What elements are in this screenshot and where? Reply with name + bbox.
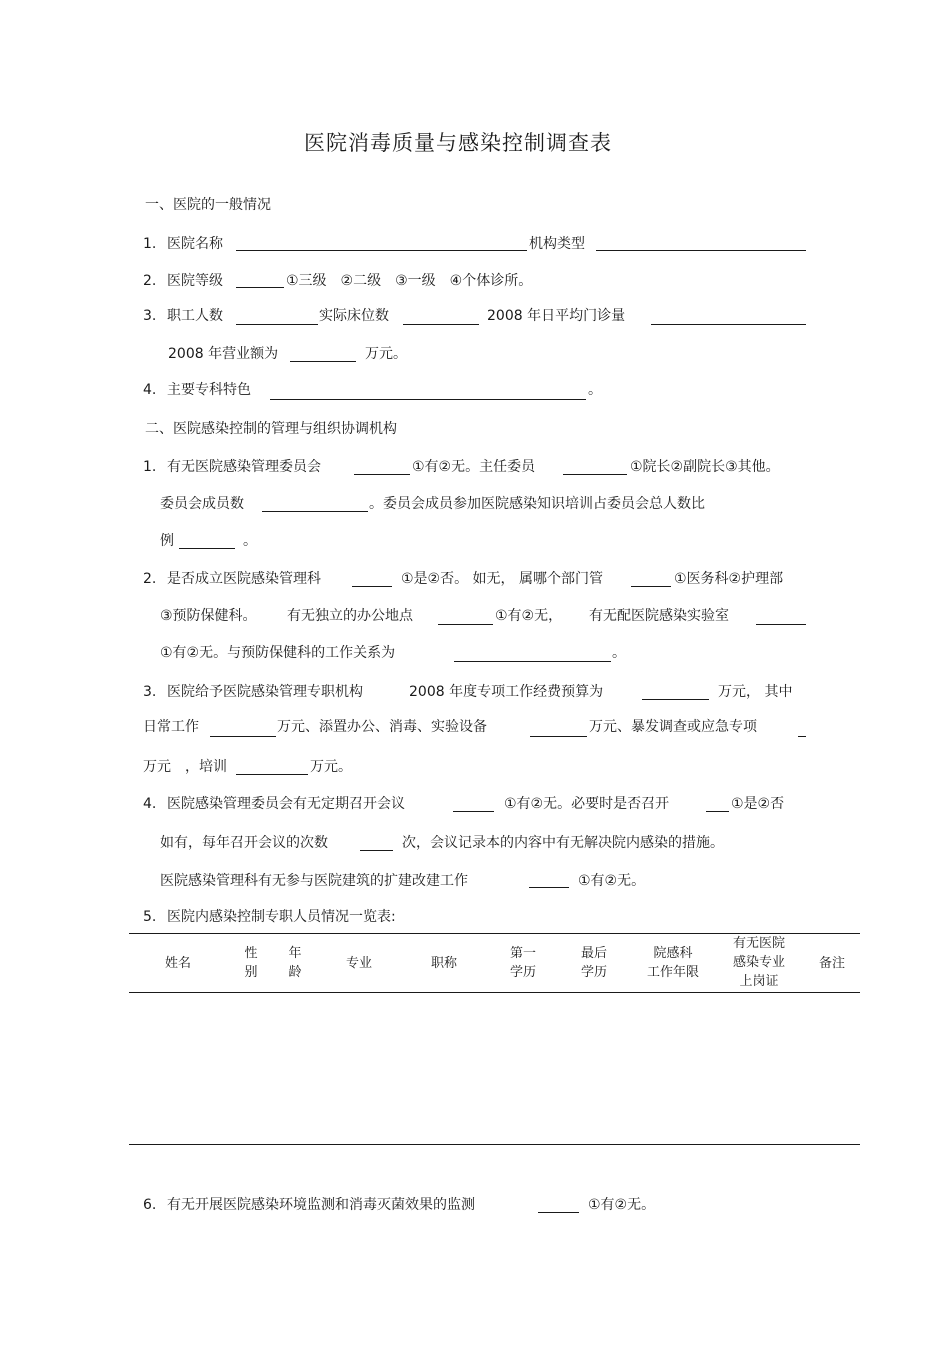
meeting-count-field[interactable] xyxy=(360,850,393,851)
chair-field[interactable] xyxy=(563,474,627,475)
specialty-label: 主要专科特色 xyxy=(167,382,251,398)
specialty-field[interactable] xyxy=(270,399,586,400)
committee-options: ①有②无。主任委员 xyxy=(412,459,536,475)
training-unit: 万元。 xyxy=(310,759,352,775)
members-label: 委员会成员数 xyxy=(160,496,244,512)
q-number: 2. xyxy=(143,273,157,289)
hospital-name-field[interactable] xyxy=(236,250,527,251)
minutes-text: 次，会议记录本的内容中有无解决院内感染的措施。 xyxy=(402,835,724,851)
q-number: 1. xyxy=(143,459,157,475)
staff-count-label: 职工人数 xyxy=(167,308,223,324)
construction-options: ①有②无。 xyxy=(578,873,646,889)
col-major: 专业 xyxy=(345,956,372,971)
col-title: 职称 xyxy=(430,956,457,971)
page-title: 医院消毒质量与感染控制调查表 xyxy=(304,131,612,155)
budget-field[interactable] xyxy=(642,699,709,700)
adhoc-field[interactable] xyxy=(706,811,729,812)
ratio-field[interactable] xyxy=(179,548,235,549)
table-header-rule xyxy=(129,992,860,993)
q-number: 4. xyxy=(143,382,157,398)
meeting-count-label: 如有，每年召开会议的次数 xyxy=(160,835,328,851)
dept-options: ①是②否。 如无， 属哪个部门管 xyxy=(401,571,604,587)
committee-field[interactable] xyxy=(354,474,410,475)
parent-dept-field[interactable] xyxy=(631,586,671,587)
staff-count-field[interactable] xyxy=(236,324,318,325)
q-number: 5. xyxy=(143,909,157,925)
bed-count-field[interactable] xyxy=(403,324,479,325)
construction-label: 医院感染管理科有无参与医院建筑的扩建改建工作 xyxy=(160,873,468,889)
q-number: 2. xyxy=(143,571,157,587)
q-number: 6. xyxy=(143,1197,157,1213)
dept-label: 是否成立医院感染管理科 xyxy=(167,571,321,587)
hospital-grade-label: 医院等级 xyxy=(167,273,223,289)
daily-field[interactable] xyxy=(210,736,276,737)
col-last-degree: 最后 学历 xyxy=(580,946,607,980)
budget-intro: 医院给予医院感染管理专职机构 xyxy=(167,684,363,700)
revenue-unit: 万元。 xyxy=(365,346,407,362)
revenue-field[interactable] xyxy=(290,361,356,362)
members-text: 。委员会成员参加医院感染知识培训占委员会总人数比 xyxy=(369,496,705,512)
section-1-heading: 一、医院的一般情况 xyxy=(145,197,271,213)
col-age: 年 龄 xyxy=(288,946,302,980)
q-number: 3. xyxy=(143,308,157,324)
q-number: 3. xyxy=(143,684,157,700)
budget-unit: 万元， 其中 xyxy=(718,684,793,700)
training-field[interactable] xyxy=(236,774,308,775)
meeting-label: 医院感染管理委员会有无定期召开会议 xyxy=(167,796,405,812)
q-number: 4. xyxy=(143,796,157,812)
hospital-grade-field[interactable] xyxy=(236,287,284,288)
daily-label: 日常工作 xyxy=(143,719,199,735)
meeting-options: ①有②无。必要时是否召开 xyxy=(504,796,670,812)
monitoring-options: ①有②无。 xyxy=(588,1197,656,1213)
institution-type-field[interactable] xyxy=(596,250,806,251)
col-gender: 性 别 xyxy=(244,946,258,980)
lab-field[interactable] xyxy=(756,624,806,625)
table-bottom-rule xyxy=(129,1144,860,1145)
outpatient-field[interactable] xyxy=(651,324,806,325)
col-first-degree: 第一 学历 xyxy=(509,946,536,980)
outpatient-label: 2008 年日平均门诊量 xyxy=(487,308,626,324)
office-options: ①有②无， xyxy=(495,608,563,624)
equipment-label: 万元、添置办公、消毒、实验设备 xyxy=(277,719,487,735)
staff-table-label: 医院内感染控制专职人员情况一览表: xyxy=(167,909,396,925)
ratio-end: 。 xyxy=(243,533,257,549)
col-certificate: 有无医院 感染专业 上岗证 xyxy=(732,936,785,989)
office-field[interactable] xyxy=(438,624,493,625)
col-notes: 备注 xyxy=(818,956,845,971)
budget-label: 2008 年度专项工作经费预算为 xyxy=(409,684,604,700)
col-name: 姓名 xyxy=(164,956,191,971)
relation-end: 。 xyxy=(612,645,626,661)
col-years: 院感科 工作年限 xyxy=(646,946,699,980)
hospital-grade-options: ①三级 ②二级 ③一级 ④个体诊所。 xyxy=(286,273,533,289)
ratio-label: 例 xyxy=(160,533,174,549)
section-2-heading: 二、医院感染控制的管理与组织协调机构 xyxy=(145,421,397,437)
parent-dept-options: ①医务科②护理部 xyxy=(674,571,784,587)
outbreak-label: 万元、暴发调查或应急专项 xyxy=(589,719,757,735)
construction-field[interactable] xyxy=(529,887,569,888)
monitoring-label: 有无开展医院感染环境监测和消毒灭菌效果的监测 xyxy=(167,1197,475,1213)
institution-type-label: 机构类型 xyxy=(529,236,585,252)
bed-count-label: 实际床位数 xyxy=(319,308,389,324)
q-number: 1. xyxy=(143,236,157,252)
relation-label: ①有②无。与预防保健科的工作关系为 xyxy=(160,645,396,661)
adhoc-options: ①是②否 xyxy=(731,796,785,812)
specialty-end: 。 xyxy=(588,382,602,398)
prevention-option: ③预防保健科。 xyxy=(160,608,257,624)
training-label: 万元 ，培训 xyxy=(143,759,227,775)
office-label: 有无独立的办公地点 xyxy=(287,608,413,624)
lab-label: 有无配医院感染实验室 xyxy=(589,608,729,624)
hospital-name-label: 医院名称 xyxy=(167,236,223,252)
chair-options: ①院长②副院长③其他。 xyxy=(630,459,780,475)
committee-label: 有无医院感染管理委员会 xyxy=(167,459,321,475)
equipment-field[interactable] xyxy=(530,736,587,737)
outbreak-field[interactable] xyxy=(798,736,806,737)
members-field[interactable] xyxy=(262,511,368,512)
meeting-field[interactable] xyxy=(453,811,494,812)
relation-field[interactable] xyxy=(454,661,611,662)
revenue-label: 2008 年营业额为 xyxy=(168,346,279,362)
dept-field[interactable] xyxy=(352,586,392,587)
monitoring-field[interactable] xyxy=(538,1212,579,1213)
